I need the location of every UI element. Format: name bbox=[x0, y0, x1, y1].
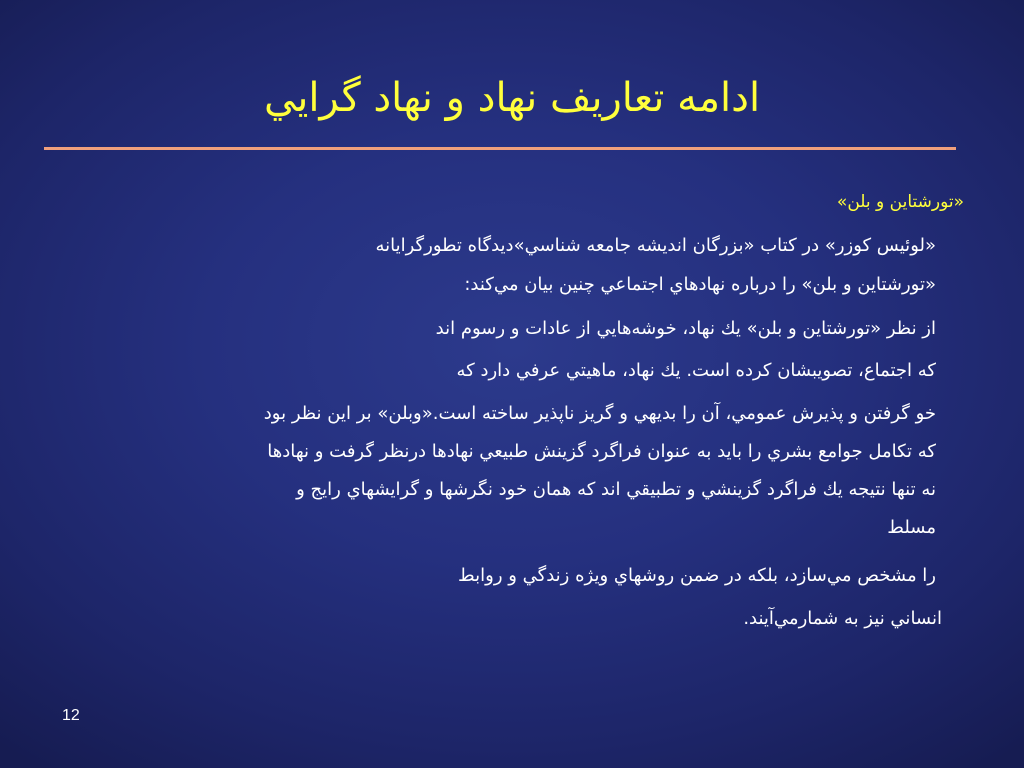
body-line-1: «لوئيس كوزر» در كتاب «بزرگان انديشه جامعه شناسي»ديدگاه تطورگرايانه bbox=[375, 235, 936, 256]
body-line-7: نه تنها نتيجه يك فراگرد گزينشي و تطبيقي اند كه همان خود نگرشها و گرايشهاي رايج و bbox=[296, 479, 936, 500]
body-line-8: مسلط bbox=[887, 517, 936, 538]
title-divider bbox=[44, 147, 956, 150]
slide-title: ادامه تعاريف نهاد و نهاد گرايي bbox=[263, 75, 761, 121]
body-line-6: كه تكامل جوامع بشري را بايد به عنوان فراگرد گزينش طبيعي نهادها درنظر گرفت و نهادها bbox=[267, 441, 936, 462]
body-line-3: از نظر «تورشتاين و بلن» يك نهاد، خوشه‌هايي از عادات و رسوم اند bbox=[435, 318, 936, 339]
section-heading: «تورشتاين و بلن» bbox=[836, 192, 964, 212]
body-line-2: «تورشتاين و بلن» را درباره نهادهاي اجتماعي چنين بيان مي‌كند: bbox=[464, 274, 936, 295]
body-line-10: انساني نيز به شمارمي‌آيند. bbox=[743, 608, 942, 629]
page-number: 12 bbox=[62, 707, 80, 724]
body-line-5: خو گرفتن و پذيرش عمومي، آن را بديهي و گريز ناپذير ساخته است.«وبلن» بر اين نظر بود bbox=[263, 403, 936, 424]
body-line-9: را مشخص مي‌سازد، بلكه در ضمن روشهاي ويژه زندگي و روابط bbox=[458, 565, 936, 586]
body-line-4: كه اجتماع، تصويبشان كرده است. يك نهاد، ماهيتي عرفي دارد كه bbox=[456, 360, 936, 381]
